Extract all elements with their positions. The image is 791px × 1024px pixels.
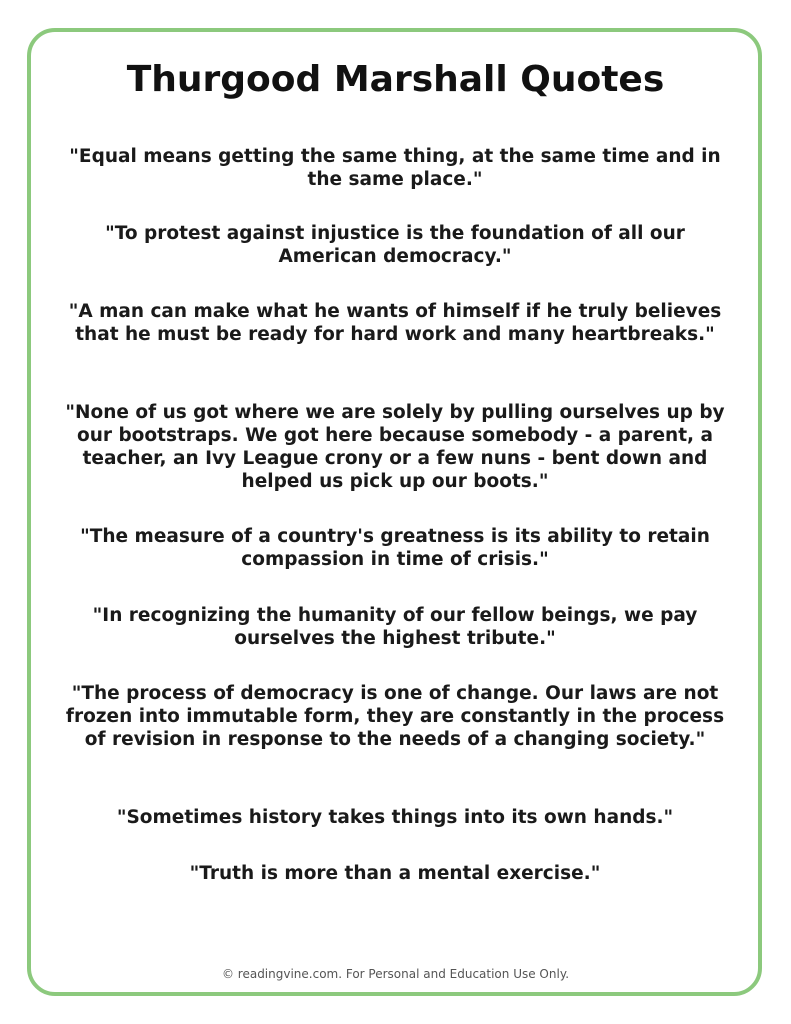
quote-item: "Truth is more than a mental exercise.": [189, 863, 601, 884]
page-title: Thurgood Marshall Quotes: [126, 59, 665, 100]
quote-item: "In recognizing the humanity of our fellow beings, we pay ourselves the highest tribute.": [92, 605, 698, 649]
quote-item: "None of us got where we are solely by pulling ourselves up by our bootstraps. We got here because somebody - a parent, a teacher, an Ivy League crony or a few nuns - bent down and helped us pick up our boots.": [65, 402, 725, 492]
quote-item: "The process of democracy is one of change. Our laws are not frozen into immutable form, they are constantly in the process of revision in response to the needs of a changing society.": [65, 683, 725, 750]
quote-item: "To protest against injustice is the foundation of all our American democracy.": [105, 223, 685, 267]
quote-item: "Equal means getting the same thing, at the same time and in the same place.": [69, 146, 721, 190]
quote-item: "A man can make what he wants of himself if he truly believes that he must be ready for hard work and many heartbreaks.": [68, 301, 722, 345]
quote-item: "The measure of a country's greatness is its ability to retain compassion in time of crisis.": [80, 526, 710, 570]
copyright-footer: © readingvine.com. For Personal and Education Use Only.: [221, 967, 570, 981]
quote-item: "Sometimes history takes things into its own hands.": [116, 807, 674, 828]
